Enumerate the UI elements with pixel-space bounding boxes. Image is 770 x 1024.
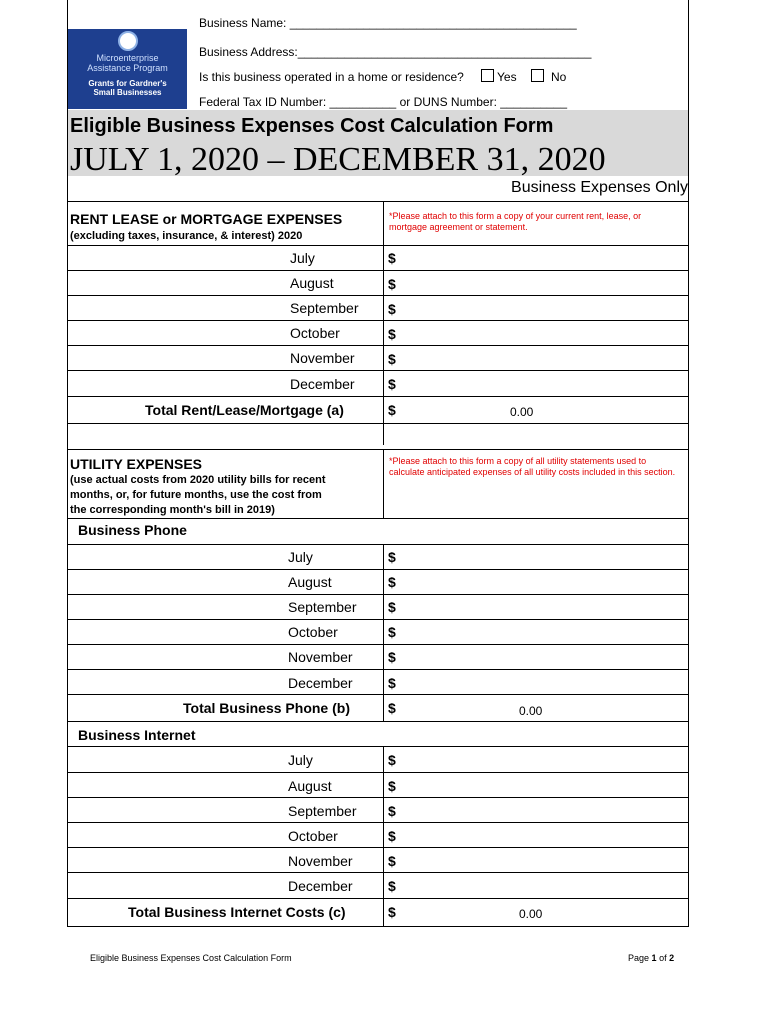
internet-month-label: July: [288, 752, 313, 768]
phone-month-label: September: [288, 599, 357, 615]
rent-month-label: October: [290, 325, 340, 341]
rent-amount-field[interactable]: $: [388, 301, 396, 317]
no-checkbox[interactable]: [531, 69, 544, 82]
rent-total-currency: $: [388, 402, 396, 418]
phone-month-label: August: [288, 574, 332, 590]
rent-total-value: 0.00: [510, 405, 534, 419]
date-range: JULY 1, 2020 – DECEMBER 31, 2020: [70, 141, 606, 178]
rent-section-title: RENT LEASE or MORTGAGE EXPENSES: [70, 211, 343, 227]
phone-month-label: July: [288, 549, 313, 565]
internet-month-label: September: [288, 803, 357, 819]
phone-month-label: November: [288, 649, 353, 665]
internet-month-label: December: [288, 878, 353, 894]
business-phone-heading: Business Phone: [78, 522, 187, 538]
phone-amount-field[interactable]: $: [388, 624, 396, 640]
rent-amount-field[interactable]: $: [388, 326, 396, 342]
rent-month-label: September: [290, 300, 359, 316]
rent-section-subtitle: (excluding taxes, insurance, & interest) 2020: [70, 230, 303, 242]
business-name-field[interactable]: Business Name: ___________________________________________: [199, 16, 577, 30]
program-logo: Microenterprise Assistance Program Grants for Gardner's Small Businesses: [68, 15, 187, 109]
phone-month-label: October: [288, 624, 338, 640]
utility-section-subtitle: (use actual costs from 2020 utility bills for recent months, or, for future months, use the cost from the corresponding month's bill in 2019): [70, 474, 326, 516]
internet-amount-field[interactable]: $: [388, 828, 396, 844]
internet-month-label: November: [288, 853, 353, 869]
phone-month-label: December: [288, 675, 353, 691]
phone-total-currency: $: [388, 700, 396, 716]
internet-amount-field[interactable]: $: [388, 853, 396, 869]
rent-month-label: July: [290, 250, 315, 266]
home-question-label: Is this business operated in a home or residence?: [199, 70, 464, 84]
phone-total-value: 0.00: [519, 704, 543, 718]
page-number: Page 1 of 2: [628, 953, 675, 963]
internet-amount-field[interactable]: $: [388, 878, 396, 894]
business-internet-heading: Business Internet: [78, 727, 196, 743]
footer-form-name: Eligible Business Expenses Cost Calculation Form: [90, 953, 292, 963]
rent-amount-field[interactable]: $: [388, 250, 396, 266]
rent-amount-field[interactable]: $: [388, 276, 396, 292]
no-label: No: [551, 70, 567, 84]
business-expenses-only-label: Business Expenses Only: [511, 179, 688, 196]
yes-checkbox[interactable]: [481, 69, 494, 82]
internet-amount-field[interactable]: $: [388, 803, 396, 819]
rent-amount-field[interactable]: $: [388, 376, 396, 392]
utility-section-title: UTILITY EXPENSES: [70, 456, 202, 472]
tax-id-field[interactable]: Federal Tax ID Number: __________ or DUNS Number: __________: [199, 95, 567, 109]
internet-month-label: October: [288, 828, 338, 844]
internet-amount-field[interactable]: $: [388, 778, 396, 794]
internet-total-label: Total Business Internet Costs (c): [128, 904, 346, 920]
logo-emblem-icon: [118, 31, 138, 51]
rent-month-label: December: [290, 376, 355, 392]
internet-month-label: August: [288, 778, 332, 794]
phone-total-label: Total Business Phone (b): [183, 700, 350, 716]
utility-attach-note: *Please attach to this form a copy of all utility statements used to calculate anticipated expenses of all utility costs included in this section.: [389, 456, 676, 477]
rent-month-label: November: [290, 350, 355, 366]
internet-total-currency: $: [388, 904, 396, 920]
title-banner: [68, 110, 688, 176]
rent-total-label: Total Rent/Lease/Mortgage (a): [145, 402, 344, 418]
phone-amount-field[interactable]: $: [388, 574, 396, 590]
internet-total-value: 0.00: [519, 907, 543, 921]
internet-amount-field[interactable]: $: [388, 752, 396, 768]
phone-amount-field[interactable]: $: [388, 599, 396, 615]
business-address-field[interactable]: Business Address:____________________________________________: [199, 45, 592, 59]
rent-amount-field[interactable]: $: [388, 351, 396, 367]
phone-amount-field[interactable]: $: [388, 649, 396, 665]
phone-amount-field[interactable]: $: [388, 675, 396, 691]
yes-label: Yes: [497, 70, 517, 84]
rent-month-label: August: [290, 275, 334, 291]
rent-attach-note: *Please attach to this form a copy of your current rent, lease, or mortgage agreement or statement.: [389, 211, 642, 232]
form-title: Eligible Business Expenses Cost Calculation Form: [70, 115, 554, 137]
phone-amount-field[interactable]: $: [388, 549, 396, 565]
